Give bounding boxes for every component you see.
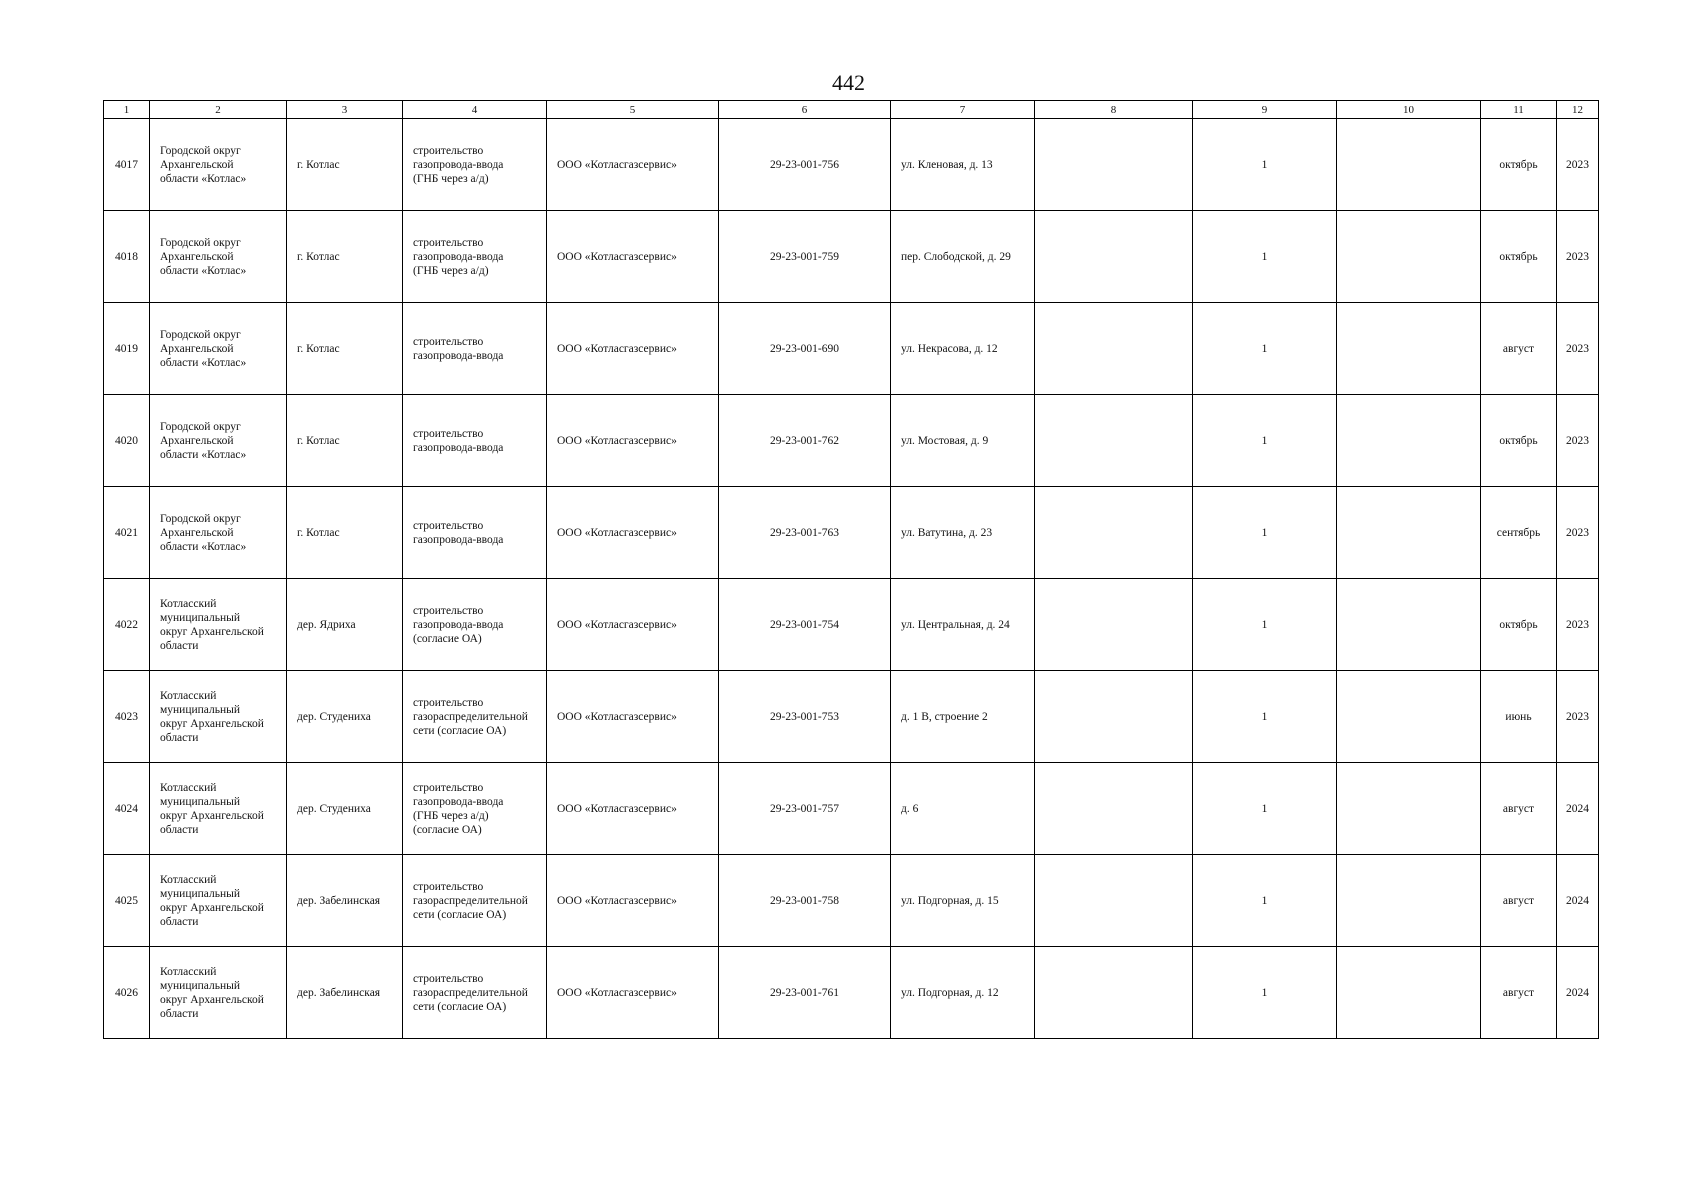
address-cell: д. 6 xyxy=(891,763,1035,855)
organization-cell: ООО «Котласгазсервис» xyxy=(547,395,719,487)
work-type-cell: строительство газопровода-ввода (ГНБ через а/д) (согласие ОА) xyxy=(403,763,547,855)
month-cell: август xyxy=(1481,855,1557,947)
quantity-cell: 1 xyxy=(1193,487,1337,579)
column-header-8: 8 xyxy=(1035,101,1193,119)
work-type-cell: строительство газопровода-ввода (ГНБ через а/д) xyxy=(403,211,547,303)
address-cell: пер. Слободской, д. 29 xyxy=(891,211,1035,303)
year-cell: 2023 xyxy=(1557,579,1599,671)
quantity-cell: 1 xyxy=(1193,303,1337,395)
column-8-cell xyxy=(1035,763,1193,855)
year-cell: 2024 xyxy=(1557,855,1599,947)
settlement-cell: дер. Забелинская xyxy=(287,855,403,947)
work-type-cell: строительство газопровода-ввода xyxy=(403,487,547,579)
address-cell: ул. Некрасова, д. 12 xyxy=(891,303,1035,395)
column-header-11: 11 xyxy=(1481,101,1557,119)
address-cell: д. 1 В, строение 2 xyxy=(891,671,1035,763)
object-code-cell: 29-23-001-758 xyxy=(719,855,891,947)
work-type-cell: строительство газораспределительной сети (согласие ОА) xyxy=(403,671,547,763)
quantity-cell: 1 xyxy=(1193,763,1337,855)
organization-cell: ООО «Котласгазсервис» xyxy=(547,211,719,303)
year-cell: 2023 xyxy=(1557,119,1599,211)
quantity-cell: 1 xyxy=(1193,855,1337,947)
page-number: 442 xyxy=(832,70,865,95)
column-8-cell xyxy=(1035,211,1193,303)
column-number-row xyxy=(104,101,1599,119)
column-10-cell xyxy=(1337,119,1481,211)
address-cell: ул. Кленовая, д. 13 xyxy=(891,119,1035,211)
column-header-1: 1 xyxy=(104,101,150,119)
column-10-cell xyxy=(1337,211,1481,303)
column-10-cell xyxy=(1337,671,1481,763)
work-type-cell: строительство газораспределительной сети (согласие ОА) xyxy=(403,947,547,1039)
organization-cell: ООО «Котласгазсервис» xyxy=(547,579,719,671)
work-type-cell: строительство газопровода-ввода (согласие ОА) xyxy=(403,579,547,671)
column-8-cell xyxy=(1035,671,1193,763)
municipality-cell: Котласский муниципальный округ Архангельской области xyxy=(150,947,287,1039)
object-code-cell: 29-23-001-753 xyxy=(719,671,891,763)
table-row xyxy=(104,947,1599,1039)
municipality-cell: Котласский муниципальный округ Архангельской области xyxy=(150,579,287,671)
row-number-cell: 4024 xyxy=(104,763,150,855)
row-number-cell: 4021 xyxy=(104,487,150,579)
month-cell: август xyxy=(1481,763,1557,855)
column-10-cell xyxy=(1337,763,1481,855)
column-10-cell xyxy=(1337,579,1481,671)
column-header-5: 5 xyxy=(547,101,719,119)
object-code-cell: 29-23-001-761 xyxy=(719,947,891,1039)
table-row xyxy=(104,119,1599,211)
address-cell: ул. Центральная, д. 24 xyxy=(891,579,1035,671)
settlement-cell: г. Котлас xyxy=(287,303,403,395)
column-10-cell xyxy=(1337,487,1481,579)
column-10-cell xyxy=(1337,395,1481,487)
organization-cell: ООО «Котласгазсервис» xyxy=(547,487,719,579)
organization-cell: ООО «Котласгазсервис» xyxy=(547,855,719,947)
column-8-cell xyxy=(1035,855,1193,947)
column-8-cell xyxy=(1035,303,1193,395)
object-code-cell: 29-23-001-759 xyxy=(719,211,891,303)
table-row xyxy=(104,763,1599,855)
work-type-cell: строительство газораспределительной сети (согласие ОА) xyxy=(403,855,547,947)
column-header-12: 12 xyxy=(1557,101,1599,119)
column-header-4: 4 xyxy=(403,101,547,119)
month-cell: октябрь xyxy=(1481,211,1557,303)
object-code-cell: 29-23-001-757 xyxy=(719,763,891,855)
municipality-cell: Котласский муниципальный округ Архангельской области xyxy=(150,671,287,763)
municipality-cell: Котласский муниципальный округ Архангельской области xyxy=(150,763,287,855)
row-number-cell: 4020 xyxy=(104,395,150,487)
year-cell: 2023 xyxy=(1557,303,1599,395)
municipality-cell: Городской округ Архангельской области «Котлас» xyxy=(150,119,287,211)
settlement-cell: г. Котлас xyxy=(287,119,403,211)
month-cell: сентябрь xyxy=(1481,487,1557,579)
organization-cell: ООО «Котласгазсервис» xyxy=(547,671,719,763)
settlement-cell: дер. Студениха xyxy=(287,671,403,763)
object-code-cell: 29-23-001-762 xyxy=(719,395,891,487)
year-cell: 2024 xyxy=(1557,763,1599,855)
table-row xyxy=(104,579,1599,671)
settlement-cell: г. Котлас xyxy=(287,211,403,303)
organization-cell: ООО «Котласгазсервис» xyxy=(547,947,719,1039)
column-8-cell xyxy=(1035,119,1193,211)
table-row xyxy=(104,211,1599,303)
year-cell: 2023 xyxy=(1557,671,1599,763)
municipality-cell: Городской округ Архангельской области «Котлас» xyxy=(150,211,287,303)
settlement-cell: г. Котлас xyxy=(287,487,403,579)
row-number-cell: 4026 xyxy=(104,947,150,1039)
column-8-cell xyxy=(1035,487,1193,579)
row-number-cell: 4022 xyxy=(104,579,150,671)
object-code-cell: 29-23-001-754 xyxy=(719,579,891,671)
column-8-cell xyxy=(1035,579,1193,671)
month-cell: октябрь xyxy=(1481,119,1557,211)
row-number-cell: 4018 xyxy=(104,211,150,303)
address-cell: ул. Подгорная, д. 12 xyxy=(891,947,1035,1039)
row-number-cell: 4025 xyxy=(104,855,150,947)
settlement-cell: дер. Ядриха xyxy=(287,579,403,671)
table-body xyxy=(104,119,1599,1039)
year-cell: 2024 xyxy=(1557,947,1599,1039)
municipality-cell: Городской округ Архангельской области «Котлас» xyxy=(150,487,287,579)
year-cell: 2023 xyxy=(1557,395,1599,487)
column-10-cell xyxy=(1337,947,1481,1039)
work-type-cell: строительство газопровода-ввода xyxy=(403,395,547,487)
organization-cell: ООО «Котласгазсервис» xyxy=(547,303,719,395)
object-code-cell: 29-23-001-756 xyxy=(719,119,891,211)
month-cell: октябрь xyxy=(1481,579,1557,671)
work-type-cell: строительство газопровода-ввода xyxy=(403,303,547,395)
quantity-cell: 1 xyxy=(1193,211,1337,303)
settlement-cell: дер. Студениха xyxy=(287,763,403,855)
organization-cell: ООО «Котласгазсервис» xyxy=(547,119,719,211)
municipality-cell: Котласский муниципальный округ Архангельской области xyxy=(150,855,287,947)
object-code-cell: 29-23-001-690 xyxy=(719,303,891,395)
month-cell: октябрь xyxy=(1481,395,1557,487)
table-row xyxy=(104,855,1599,947)
table-row xyxy=(104,487,1599,579)
month-cell: август xyxy=(1481,947,1557,1039)
column-header-3: 3 xyxy=(287,101,403,119)
month-cell: июнь xyxy=(1481,671,1557,763)
column-header-6: 6 xyxy=(719,101,891,119)
municipality-cell: Городской округ Архангельской области «Котлас» xyxy=(150,395,287,487)
row-number-cell: 4017 xyxy=(104,119,150,211)
column-header-10: 10 xyxy=(1337,101,1481,119)
column-header-2: 2 xyxy=(150,101,287,119)
column-10-cell xyxy=(1337,303,1481,395)
row-number-cell: 4019 xyxy=(104,303,150,395)
column-10-cell xyxy=(1337,855,1481,947)
column-header-7: 7 xyxy=(891,101,1035,119)
address-cell: ул. Подгорная, д. 15 xyxy=(891,855,1035,947)
month-cell: август xyxy=(1481,303,1557,395)
column-8-cell xyxy=(1035,395,1193,487)
registry-table xyxy=(103,100,1599,1039)
row-number-cell: 4023 xyxy=(104,671,150,763)
table-row xyxy=(104,303,1599,395)
quantity-cell: 1 xyxy=(1193,119,1337,211)
settlement-cell: дер. Забелинская xyxy=(287,947,403,1039)
address-cell: ул. Мостовая, д. 9 xyxy=(891,395,1035,487)
object-code-cell: 29-23-001-763 xyxy=(719,487,891,579)
column-8-cell xyxy=(1035,947,1193,1039)
table-row xyxy=(104,671,1599,763)
settlement-cell: г. Котлас xyxy=(287,395,403,487)
work-type-cell: строительство газопровода-ввода (ГНБ через а/д) xyxy=(403,119,547,211)
municipality-cell: Городской округ Архангельской области «Котлас» xyxy=(150,303,287,395)
quantity-cell: 1 xyxy=(1193,947,1337,1039)
year-cell: 2023 xyxy=(1557,211,1599,303)
quantity-cell: 1 xyxy=(1193,671,1337,763)
organization-cell: ООО «Котласгазсервис» xyxy=(547,763,719,855)
table-row xyxy=(104,395,1599,487)
year-cell: 2023 xyxy=(1557,487,1599,579)
column-header-9: 9 xyxy=(1193,101,1337,119)
quantity-cell: 1 xyxy=(1193,579,1337,671)
address-cell: ул. Ватутина, д. 23 xyxy=(891,487,1035,579)
quantity-cell: 1 xyxy=(1193,395,1337,487)
